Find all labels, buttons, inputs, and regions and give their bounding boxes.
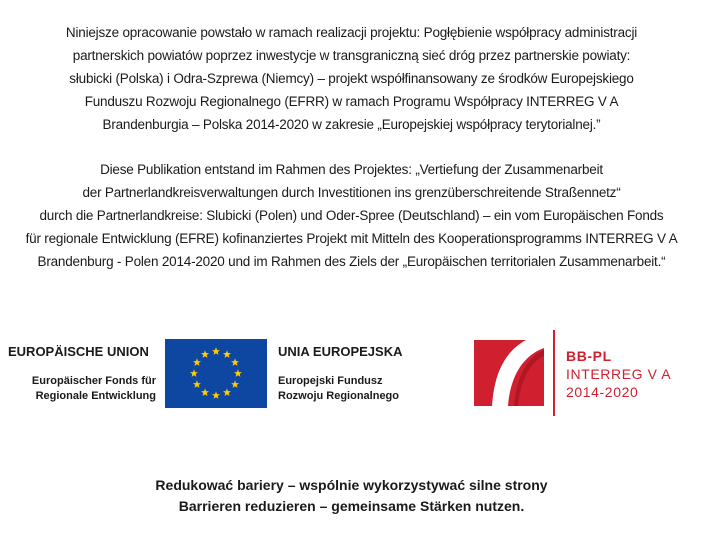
interreg-logo-icon bbox=[474, 340, 544, 406]
interreg-line-program: INTERREG V A bbox=[566, 366, 672, 382]
german-line: der Partnerlandkreisverwaltungen durch Investitionen ins grenzüberschreitende Straßennetz“ bbox=[82, 185, 621, 200]
german-line: Brandenburg - Polen 2014-2020 und im Rahmen des Ziels der „Europäischen territorialen Zusammenarbeit.“ bbox=[37, 254, 666, 269]
eu-star-icon bbox=[201, 388, 209, 396]
german-line: Diese Publikation entstand im Rahmen des Projektes: „Vertiefung der Zusammenarbeit bbox=[100, 162, 603, 177]
eu-star-icon bbox=[201, 350, 209, 358]
german-paragraph bbox=[0, 158, 703, 273]
eu-star-icon bbox=[234, 369, 242, 377]
interreg-line-bbpl: BB-PL bbox=[566, 348, 612, 364]
eu-star-icon bbox=[223, 388, 231, 396]
eu-star-icon bbox=[193, 380, 201, 388]
eu-stars bbox=[165, 339, 267, 408]
german-line: für regionale Entwicklung (EFRE) kofinanziertes Projekt mit Mitteln des Kooperationsprogramms INTERREG V A bbox=[25, 231, 678, 246]
polish-paragraph bbox=[0, 21, 703, 136]
polish-line: słubicki (Polska) i Odra-Szprewa (Niemcy) – projekt współfinansowany ze środków Europejskiego bbox=[69, 71, 634, 86]
footer-slogan-de: Barrieren reduzieren – gemeinsame Stärken nutzen. bbox=[178, 498, 525, 514]
eu-pl-title: UNIA EUROPEJSKA bbox=[278, 344, 403, 359]
eu-de-subtitle bbox=[20, 374, 156, 404]
polish-line: Brandenburgia – Polska 2014-2020 w zakresie „Europejskiej współpracy terytorialnej.” bbox=[102, 117, 601, 132]
eu-pl-subtitle-line: Rozwoju Regionalnego bbox=[278, 390, 399, 402]
german-line: durch die Partnerlandkreise: Slubicki (Polen) und Oder-Spree (Deutschland) – ein vom Europäischen Fonds bbox=[39, 208, 664, 223]
interreg-text bbox=[566, 347, 671, 401]
eu-pl-subtitle-line: Europejski Fundusz bbox=[278, 375, 383, 387]
interreg-line-years: 2014-2020 bbox=[566, 384, 639, 400]
eu-de-subtitle-line: Europäischer Fonds für bbox=[31, 375, 156, 387]
eu-star-icon bbox=[231, 380, 239, 388]
polish-line: Funduszu Rozwoju Regionalnego (EFRR) w ramach Programu Współpracy INTERREG V A bbox=[84, 94, 619, 109]
eu-de-subtitle-line: Regionale Entwicklung bbox=[35, 390, 156, 402]
polish-line: Niniejsze opracowanie powstało w ramach realizacji projektu: Pogłębienie współpracy administracji bbox=[65, 25, 638, 40]
eu-star-icon bbox=[223, 350, 231, 358]
interreg-divider bbox=[553, 330, 555, 416]
eu-star-icon bbox=[212, 391, 220, 399]
eu-flag-icon bbox=[165, 339, 267, 408]
footer-slogan-pl: Redukować bariery – wspólnie wykorzystywać silne strony bbox=[155, 477, 548, 493]
eu-de-title: EUROPÄISCHE UNION bbox=[8, 344, 149, 359]
eu-star-icon bbox=[231, 358, 239, 366]
polish-line: partnerskich powiatów poprzez inwestycje w transgraniczną sieć dróg przez partnerskie powiaty: bbox=[72, 48, 631, 63]
eu-star-icon bbox=[193, 358, 201, 366]
eu-star-icon bbox=[212, 347, 220, 355]
eu-pl-subtitle bbox=[278, 374, 399, 404]
eu-star-icon bbox=[190, 369, 198, 377]
